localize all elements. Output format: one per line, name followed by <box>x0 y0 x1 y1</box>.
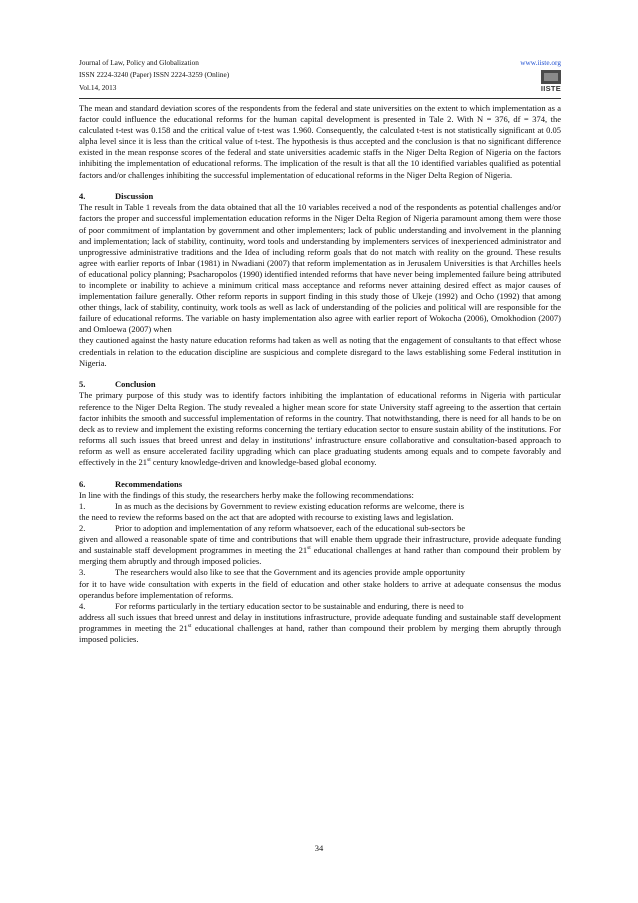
recommendation-1-firstline <box>79 501 561 512</box>
recommendations-heading <box>79 479 561 490</box>
discussion-heading <box>79 191 561 202</box>
recommendation-4-firstline <box>79 601 561 612</box>
journal-issn: ISSN 2224-3240 (Paper) ISSN 2224-3259 (Online) <box>79 70 230 80</box>
recommendation-2-firstline <box>79 523 561 534</box>
header-rule <box>79 98 561 99</box>
recommendation-1-rest: the need to review the reforms based on the act that are adopted with recourse to existing laws and legislation. <box>79 511 454 522</box>
recommendations-intro: In line with the findings of this study, the researchers herby make the following recommendations: <box>79 489 414 500</box>
conclusion-text: The primary purpose of this study was to identify factors inhibiting the implantation of educational reforms in Nigeria with particular reference to the Niger Delta Region. The study revealed a higher mean score for state University staff agreeing to the assertion that certain factor inhibits the smooth and successful implementation of reforms in the country. That notwithstanding, there is need for all hands to be on deck as to review and implement the existing reforms concerning the tertiary education sector to ensure sustain ability of the institutions. For reforms all such issues that breed unrest and delay in institutions’ infrastructure ensure collaborative and consultation-based approach to reform as well as ensure accelerated facility upgrading which can place graduating students among equals and to compete favorably and effectively in the 21 <box>79 390 561 467</box>
conclusion-paragraph <box>79 390 561 468</box>
recommendation-4-superscript: st <box>187 623 192 630</box>
recommendation-2-superscript: st <box>307 545 311 552</box>
recommendation-3-first: The researchers would also like to see that the Government and its agencies provide ample opportunity <box>115 567 466 578</box>
journal-volume: Vol.14, 2013 <box>79 82 117 92</box>
article-body <box>79 103 561 645</box>
conclusion-number: 5. <box>79 379 86 390</box>
logo-mark-inner <box>544 73 558 81</box>
conclusion-title: Conclusion <box>115 379 156 390</box>
recommendation-2-number: 2. <box>79 523 86 534</box>
recommendation-2-text-end: educational challenges at hand rather than compound their problem by merging them abruptly and through imposed policies. <box>79 545 561 567</box>
page-header <box>79 57 561 97</box>
recommendation-4-text-end: educational challenges at hand, rather than compound their problem by merging them abruptly through imposed policies. <box>79 622 561 644</box>
page-number: 34 <box>314 843 324 853</box>
recommendation-4-first: For reforms particularly in the tertiary education sector to be sustainable and enduring, there is need to <box>115 600 464 611</box>
recommendation-2-first: Prior to adoption and implementation of any reform whatsoever, each of the educational sub-sectors be <box>115 523 466 534</box>
recommendation-1-first: In as much as the decisions by Government to review existing education reforms are welcome, there is <box>115 500 465 511</box>
journal-url-link[interactable]: www.iiste.org <box>520 58 561 67</box>
recommendation-3-firstline <box>79 567 561 578</box>
discussion-paragraph-2: they cautioned against the hasty nature education reforms had taken as well as noting that the engagement of consultants to that effect whose credentials in relation to the education discipline are suspicious and complete disregard to the laws establishing some Federal institution in Nigeria. <box>79 335 561 368</box>
recommendation-4-text: address all such issues that breed unrest and delay in institutions infrastructure, provide adequate funding and sustainable staff development programmes in meeting the 21 <box>79 611 561 633</box>
logo-text: IISTE <box>540 84 562 93</box>
intro-paragraph: The mean and standard deviation scores of the respondents from the federal and state universities on the extent to which implementation as a factor could influence the educational reforms for the human capital development is presented in Tale 2. With N = 376, df = 374, the calculated t-test was 0.158 and the critical value of t-test was 1.960. Consequently, the calculated t-test is not statistically significant at 0.05 alpha level since it is less than the critical value of t-test. The hypothesis is thus accepted and the conclusion is that no significant difference existed in the mean response scores of the federal and state universities academic staffs in the Niger Delta Region of Nigeria on the factors inhibiting the implementation of educational reforms. The implication of the result is that all the 10 identified variables qualified as potential factors and/or challenges inhibiting the successful implementation of educational reforms in the Niger Delta Region of Nigeria. <box>79 103 561 180</box>
journal-name: Journal of Law, Policy and Globalization <box>79 58 199 67</box>
conclusion-text-end: century knowledge-driven and knowledge-based global economy. <box>150 457 377 467</box>
discussion-number: 4. <box>79 191 86 202</box>
discussion-title: Discussion <box>115 191 154 202</box>
recommendations-number: 6. <box>79 478 86 489</box>
recommendation-4-number: 4. <box>79 600 86 611</box>
recommendation-4-rest <box>79 612 561 645</box>
recommendation-1-number: 1. <box>79 500 86 511</box>
recommendation-2-text: given and allowed a reasonable spate of time and contributions that will enable them upgrade their infrastructure, provide adequate funding and sustainable staff development programmes in meeting the 21 <box>79 534 561 556</box>
iiste-logo <box>541 70 561 94</box>
conclusion-heading <box>79 379 561 390</box>
recommendation-3-number: 3. <box>79 567 86 578</box>
discussion-paragraph-1: The result in Table 1 reveals from the data obtained that all the 10 variables received a nod of the respondents as potential challenges and/or factors the proper and successful implementation education reforms in the Niger Delta Region of Nigeria paramount among them were those of poor commitment of implantation by government and other implementers; lack of public understanding and involvement in the planning and implementation; lack of stability, continuity, word tools and understanding by implementers services of inexperienced administrator and unprogressive administrative traditions and the Idea of including reform goals that do not match with reality on the ground. These results agree with earlier reports of Inbar (1981) in Nwadiani (2007) that reform implementation as in Jerusalem Universities is that Archilles heels of educational policy planning; Psacharopolos (1990) identified intended reforms that have never being implemented failure being attributed to incomplete or inability to achieve a minimum critical mass acceptance and reforms never attaining desired effect as major causes of implementation failure generally. Other reform reports in support finding in this study those of Ukeje (1992) and Ocho (1992) that among other things, lack of stability, continuity, work tools as well as lack of understanding of the policies and political will are responsible for the failure of educational reforms. The variable on hasty implementation also agree with earlier report of Wokocha (2006), Omokhodion (2007) and Omloewa (2007) when <box>79 202 561 335</box>
recommendations-title: Recommendations <box>115 478 183 489</box>
recommendation-2-rest <box>79 534 561 567</box>
conclusion-superscript: st <box>147 457 151 464</box>
recommendation-3-rest: for it to have wide consultation with experts in the field of education and other stake holders to arrive at adequate consensus the modus operandus before implementation of reforms. <box>79 578 561 600</box>
